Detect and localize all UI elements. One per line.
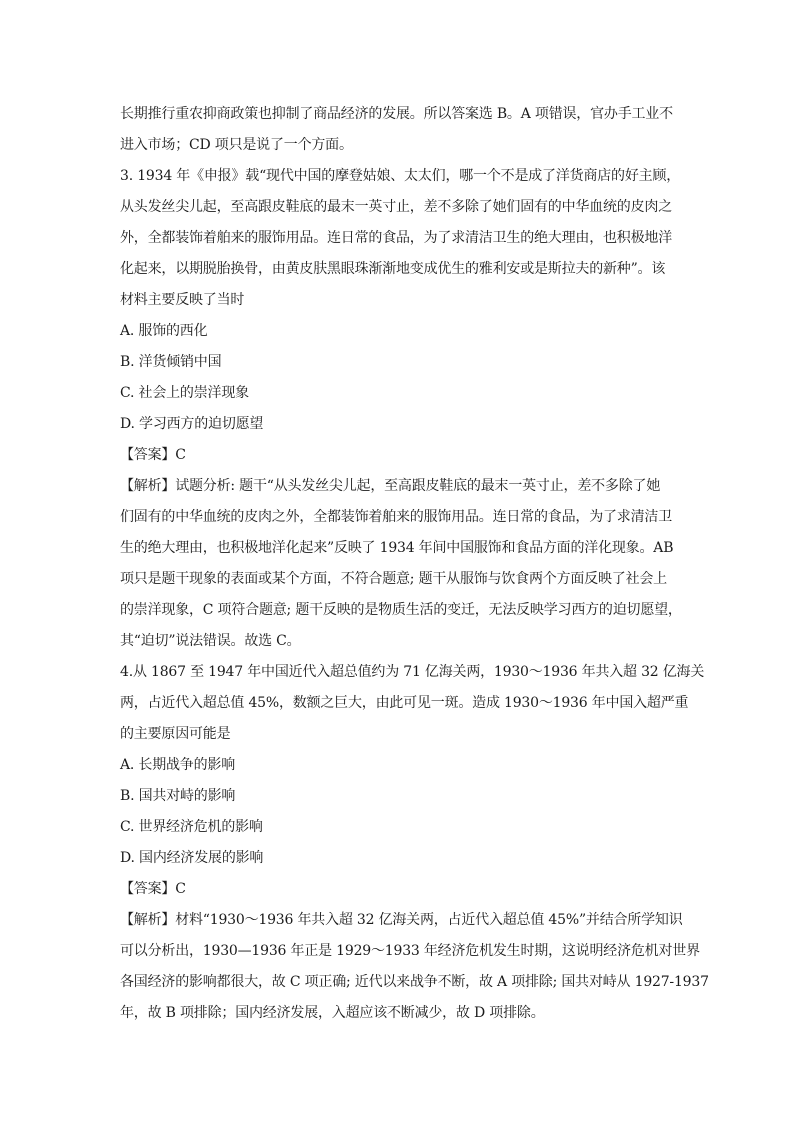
text-line: 长期推行重农抑商政策也抑制了商品经济的发展。所以答案选 B。A 项错误，官办手工业不	[120, 106, 673, 122]
text-line: 的崇洋现象，C 项符合题意; 题干反映的是物质生活的变迁，无法反映学习西方的迫切愿望，	[120, 602, 682, 618]
option-a: A. 服饰的西化	[120, 323, 208, 339]
question-4-analysis	[120, 905, 709, 1029]
question-4	[120, 657, 709, 1029]
text-line: 【解析】试题分析: 题干“从头发丝尖儿起，至高跟皮鞋底的最末一英寸止，差不多除了她	[120, 478, 661, 494]
question-3-analysis	[120, 471, 680, 657]
text-line: 项只是题干现象的表面或某个方面，不符合题意; 题干从服饰与饮食两个方面反映了社会上	[120, 571, 667, 587]
option-b: B. 洋货倾销中国	[120, 354, 222, 370]
text-line: 材料主要反映了当时	[120, 292, 245, 308]
text-line: 进入市场；CD 项只是说了一个方面。	[120, 137, 353, 153]
text-line: 各国经济的影响都很大，故 C 项正确; 近代以来战争不断，故 A 项排除; 国共对峙从 1927-1937	[120, 974, 709, 990]
text-line: 3. 1934 年《申报》载“现代中国的摩登姑娘、太太们，哪一个不是成了洋货商店的好主顾，	[120, 168, 681, 184]
answer-label: 【答案】C	[120, 881, 186, 897]
text-line: 的主要原因可能是	[120, 726, 231, 742]
answer-label: 【答案】C	[120, 447, 186, 463]
text-line: 年，故 B 项排除；国内经济发展，入超应该不断减少，故 D 项排除。	[120, 1005, 545, 1021]
question-3	[120, 161, 680, 657]
option-a: A. 长期战争的影响	[120, 757, 236, 773]
text-line: 两，占近代入超总值 45%，数额之巨大，由此可见一斑。造成 1930～1936 年中国入超严重	[120, 695, 689, 711]
text-line: 们固有的中华血统的皮肉之外，全都装饰着舶来的服饰用品。连日常的食品，为了求清洁卫	[120, 509, 672, 525]
text-line: 【解析】材料“1930～1936 年共入超 32 亿海关两，占近代入超总值 45%”并结合所学知识	[120, 912, 683, 928]
option-b: B. 国共对峙的影响	[120, 788, 236, 804]
question-4-options	[120, 750, 680, 874]
option-c: C. 世界经济危机的影响	[120, 819, 263, 835]
option-d: D. 国内经济发展的影响	[120, 850, 264, 866]
text-line: 其“迫切”说法错误。故选 C。	[120, 633, 301, 649]
text-line: 外，全都装饰着舶来的服饰用品。连日常的食品，为了求清洁卫生的绝大理由，也积极地洋	[120, 230, 672, 246]
question-3-options	[120, 316, 680, 440]
page-content	[120, 99, 709, 1029]
text-line: 化起来，以期脱胎换骨，由黄皮肤黑眼珠渐渐地变成优生的雅利安或是斯拉夫的新种”。该	[120, 261, 666, 277]
option-d: D. 学习西方的迫切愿望	[120, 416, 264, 432]
text-line: 可以分析出，1930—1936 年正是 1929～1933 年经济危机发生时期，这说明经济危机对世界	[120, 943, 700, 959]
question-4-stem	[120, 657, 705, 750]
text-line: 4.从 1867 至 1947 年中国近代入超总值约为 71 亿海关两，1930～1936 年共入超 32 亿海关	[120, 664, 705, 680]
text-line: 从头发丝尖儿起，至高跟皮鞋底的最末一英寸止，差不多除了她们固有的中华血统的皮肉之	[120, 199, 672, 215]
question-3-stem	[120, 161, 680, 316]
option-c: C. 社会上的崇洋现象	[120, 385, 249, 401]
previous-analysis-continuation	[120, 99, 680, 161]
text-line: 生的绝大理由，也积极地洋化起来”反映了 1934 年间中国服饰和食品方面的洋化现象。AB	[120, 540, 674, 556]
